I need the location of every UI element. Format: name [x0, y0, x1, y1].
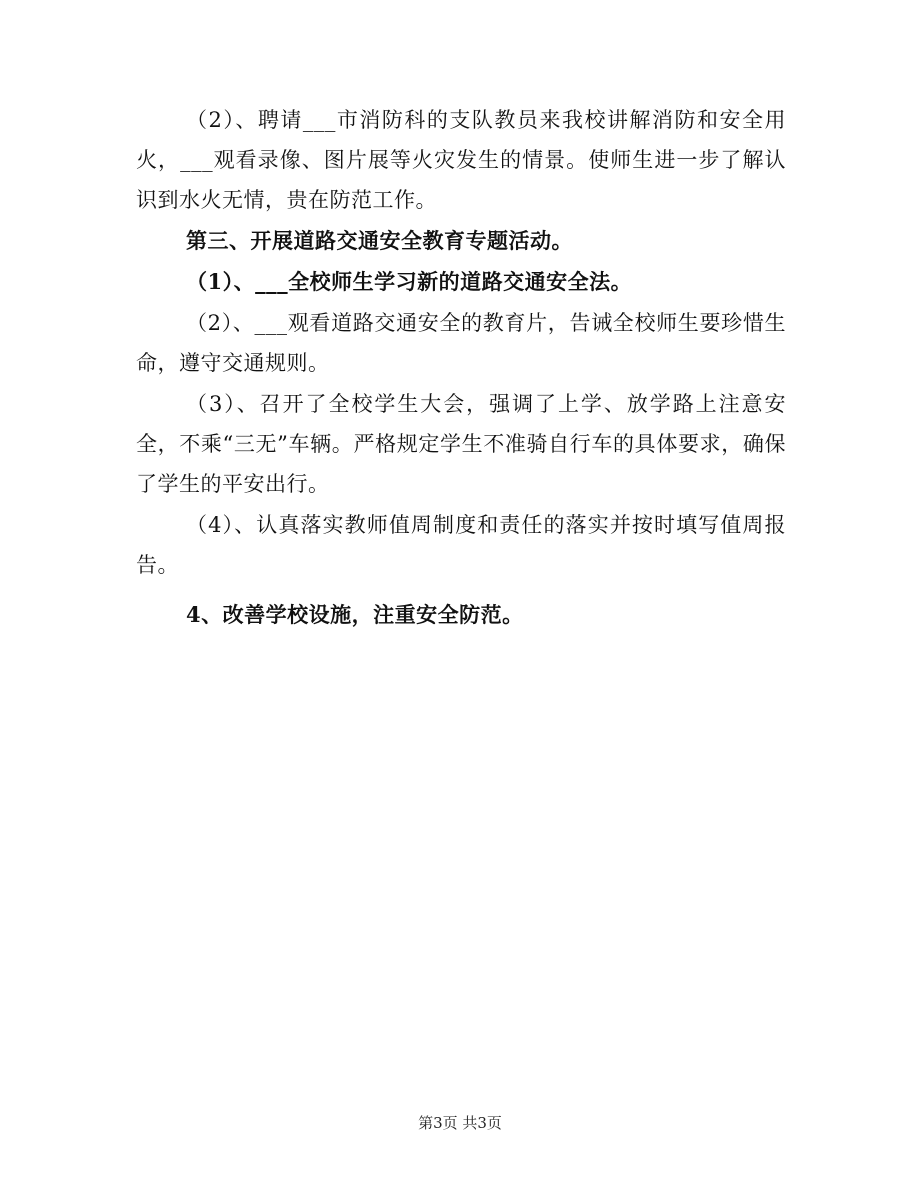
- section-heading-facility-improvement: 4、改善学校设施，注重安全防范。: [186, 602, 524, 627]
- paragraph-student-assembly: （3）、召开了全校学生大会，强调了上学、放学路上注意安全，不乘“三无”车辆。严格规定学生不准骑自行车的具体要求，确保了学生的平安出行。: [136, 392, 786, 496]
- paragraph-fire-safety-lecture: （2）、聘请___市消防科的支队教员来我校讲解消防和安全用火，___观看录像、图片展等火灾发生的情景。使师生进一步了解认识到水火无情，贵在防范工作。: [136, 108, 786, 212]
- section-heading-traffic-safety: 第三、开展道路交通安全教育专题活动。: [186, 228, 573, 253]
- page-number-footer: 第3页 共3页: [418, 1114, 502, 1132]
- paragraph-traffic-education-film: （2）、___观看道路交通安全的教育片，告诫全校师生要珍惜生命，遵守交通规则。: [136, 311, 786, 375]
- paragraph-teacher-duty-system: （4）、认真落实教师值周制度和责任的落实并按时填写值周报告。: [136, 513, 786, 577]
- document-body: [136, 100, 786, 635]
- paragraph-traffic-law-study: （1）、___全校师生学习新的道路交通安全法。: [186, 269, 633, 294]
